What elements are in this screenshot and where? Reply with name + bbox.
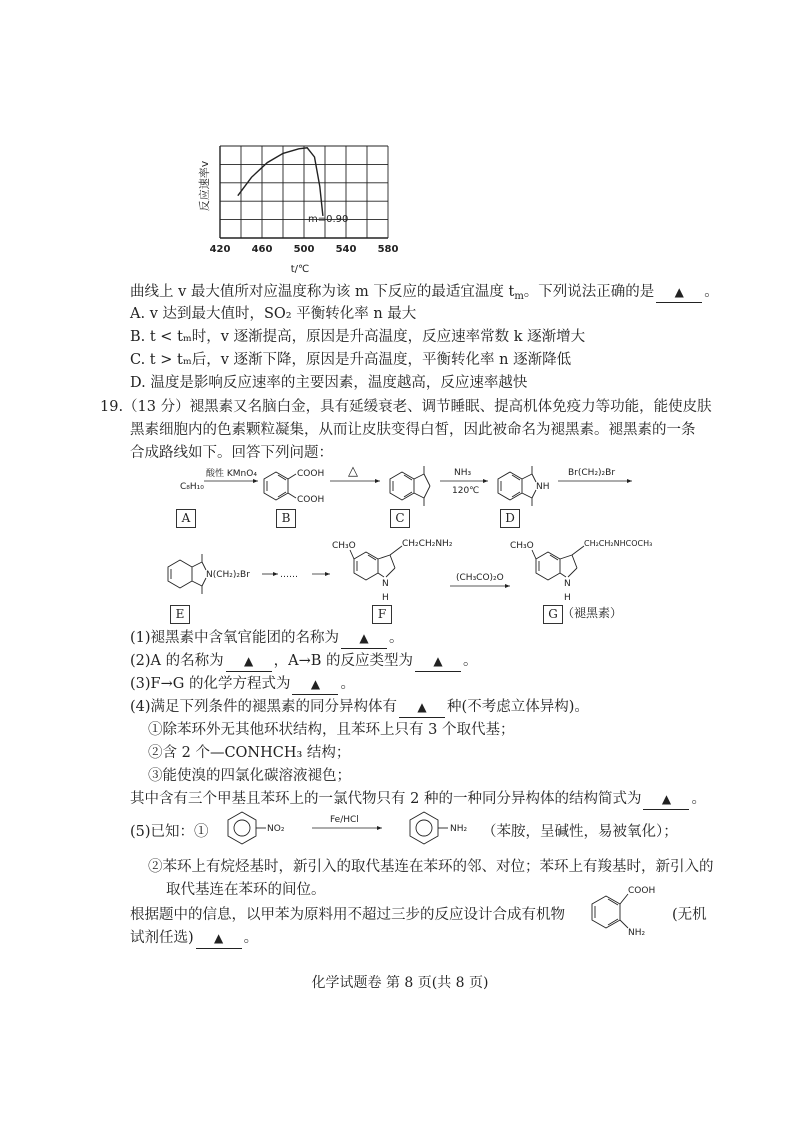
answer-blank[interactable]: ▲ xyxy=(399,697,445,718)
q19-intro-3: 合成路线如下。回答下列问题： xyxy=(130,445,333,461)
q18-option-d: D. 温度是影响反应速率的主要因素，温度越高，反应速率越快 xyxy=(130,375,528,391)
label-g-note: （褪黑素） xyxy=(562,606,623,620)
compound-b-structure xyxy=(264,472,296,500)
b-cooh-bottom: COOH xyxy=(297,495,325,505)
compound-e-structure xyxy=(168,554,206,594)
reagent-heat: △ xyxy=(348,464,358,479)
compound-a-formula: C₈H₁₀ xyxy=(180,482,204,492)
reagent-kmno4: 酸性 KMnO₄ xyxy=(206,469,257,479)
label-b: B xyxy=(276,509,296,528)
g-h: H xyxy=(564,593,571,603)
answer-blank[interactable]: ▲ xyxy=(656,282,702,303)
x-tick-label: 460 xyxy=(251,244,273,255)
nitrobenzene-reduction xyxy=(212,808,482,854)
chart-grid xyxy=(220,146,388,238)
page-footer: 化学试题卷 第 8 页(共 8 页) xyxy=(311,975,489,991)
q19-5-tail: 试剂任选) ▲ 。 xyxy=(130,928,258,949)
q19-4-condition-2: ②含 2 个—CONHCH₃ 结构； xyxy=(148,745,351,761)
b-cooh-top: COOH xyxy=(297,469,325,479)
x-tick-label: 500 xyxy=(293,244,315,255)
f-side-chain: CH₂CH₂NH₂ xyxy=(402,539,453,549)
q19-2: (2)A 的名称为 ▲ ，A→B 的反应类型为 ▲ 。 xyxy=(130,651,478,672)
x-tick-labels xyxy=(210,244,399,255)
reagent-fe-hcl: Fe/HCl xyxy=(330,815,359,825)
series-line xyxy=(238,148,323,216)
compound-f-structure xyxy=(350,546,402,580)
answer-blank[interactable]: ▲ xyxy=(415,651,461,672)
q19-5-known: (5)已知：① xyxy=(130,824,209,840)
q19-4-structure: 其中含有三个甲基且苯环上的一氯代物只有 2 种的一种同分异构体的结构简式为 ▲ 。 xyxy=(130,789,706,810)
d-nh: NH xyxy=(536,482,550,492)
benzene-ring-2 xyxy=(410,812,448,844)
q19-4: (4)满足下列条件的褪黑素的同分异构体有 ▲ 种(不考虑立体异构)。 xyxy=(130,697,589,718)
q19-5-task: 根据题中的信息，以甲苯为原料用不超过三步的反应设计合成有机物 xyxy=(130,907,565,923)
f-methoxy: CH₃O xyxy=(332,541,356,551)
q19-5-rule-2: 取代基连在苯环的间位。 xyxy=(166,882,326,898)
q19-1: (1)褪黑素中含氧官能团的名称为 ▲ 。 xyxy=(130,628,404,649)
y-axis-label: 反应速率v xyxy=(198,160,211,212)
answer-blank[interactable]: ▲ xyxy=(341,628,387,649)
benzene-ring-1 xyxy=(228,812,266,844)
x-tick-label: 580 xyxy=(377,244,399,255)
compound-g-structure xyxy=(532,546,584,580)
q19-5-inorganic: (无机 xyxy=(672,907,707,923)
answer-blank[interactable]: ▲ xyxy=(196,928,242,949)
g-side-chain: CH₂CH₂NHCOCH₃ xyxy=(584,539,653,548)
q18-option-b: B. t < tₘ时，v 逐渐提高，原因是升高温度，反应速率常数 k 逐渐增大 xyxy=(130,329,586,345)
target-cooh: COOH xyxy=(628,886,656,896)
x-tick-label: 420 xyxy=(209,244,231,255)
q19-5-aniline-note: （苯胺，呈碱性，易被氧化）； xyxy=(482,824,678,840)
label-a: A xyxy=(176,509,196,528)
q18-stem: 曲线上 v 最大值所对应温度称为该 m 下反应的最适宜温度 $t_m$。下列说法正确的是 ▲ 。 xyxy=(130,284,719,302)
reagent-nh3: NH₃ xyxy=(454,468,472,478)
q19-intro-1: 19.（13 分）褪黑素又名脑白金，具有延缓衰老、调节睡眠、提高机体免疫力等功能，能使皮肤 xyxy=(100,399,712,415)
answer-blank[interactable]: ▲ xyxy=(643,789,689,810)
g-methoxy: CH₃O xyxy=(510,541,534,551)
label-f: F xyxy=(372,605,392,624)
label-d: D xyxy=(500,509,520,528)
reagent-temp: 120℃ xyxy=(452,486,480,496)
compound-d-structure xyxy=(498,466,536,506)
target-nh2: NH₂ xyxy=(628,928,646,938)
dots: …… xyxy=(280,570,298,580)
label-c: C xyxy=(390,509,410,528)
q19-4-condition-3: ③能使溴的四氯化碳溶液褪色； xyxy=(148,768,351,784)
q19-intro-2: 黑素细胞内的色素颗粒凝集，从而让皮肤变得白皙，因此被命名为褪黑素。褪黑素的一条 xyxy=(130,422,696,438)
g-n: N xyxy=(564,579,571,589)
e-substituent: N(CH₂)₂Br xyxy=(206,570,250,580)
q19-3: (3)F→G 的化学方程式为 ▲ 。 xyxy=(130,674,355,695)
x-tick-label: 540 xyxy=(335,244,357,255)
amino-group: NH₂ xyxy=(450,824,468,834)
q19-5-rule-1: ②苯环上有烷烃基时，新引入的取代基连在苯环的邻、对位；苯环上有羧基时，新引入的 xyxy=(148,859,714,875)
f-h: H xyxy=(382,593,389,603)
reagent-dibromoethane: Br(CH₂)₂Br xyxy=(568,468,616,478)
label-e: E xyxy=(170,605,190,624)
answer-blank[interactable]: ▲ xyxy=(292,674,338,695)
compound-c-structure xyxy=(390,466,430,506)
label-g: G xyxy=(543,605,563,624)
nitro-group: NO₂ xyxy=(267,824,285,834)
q19-4-condition-1: ①除苯环外无其他环状结构，且苯环上只有 3 个取代基； xyxy=(148,722,515,738)
chart-series xyxy=(238,148,323,216)
f-n: N xyxy=(382,579,389,589)
series-label: m=0.90 xyxy=(308,214,349,225)
x-axis-label: t/℃ xyxy=(290,264,310,275)
q18-option-a: A. v 达到最大值时，SO₂ 平衡转化率 n 最大 xyxy=(130,306,417,322)
q18-option-c: C. t > tₘ后，v 逐渐下降，原因是升高温度，平衡转化率 n 逐渐降低 xyxy=(130,352,572,368)
rate-temperature-chart xyxy=(190,140,410,275)
answer-blank[interactable]: ▲ xyxy=(226,651,272,672)
reagent-acetic-anhydride: (CH₃CO)₂O xyxy=(456,573,504,583)
anthranilic-acid-structure xyxy=(588,882,668,938)
